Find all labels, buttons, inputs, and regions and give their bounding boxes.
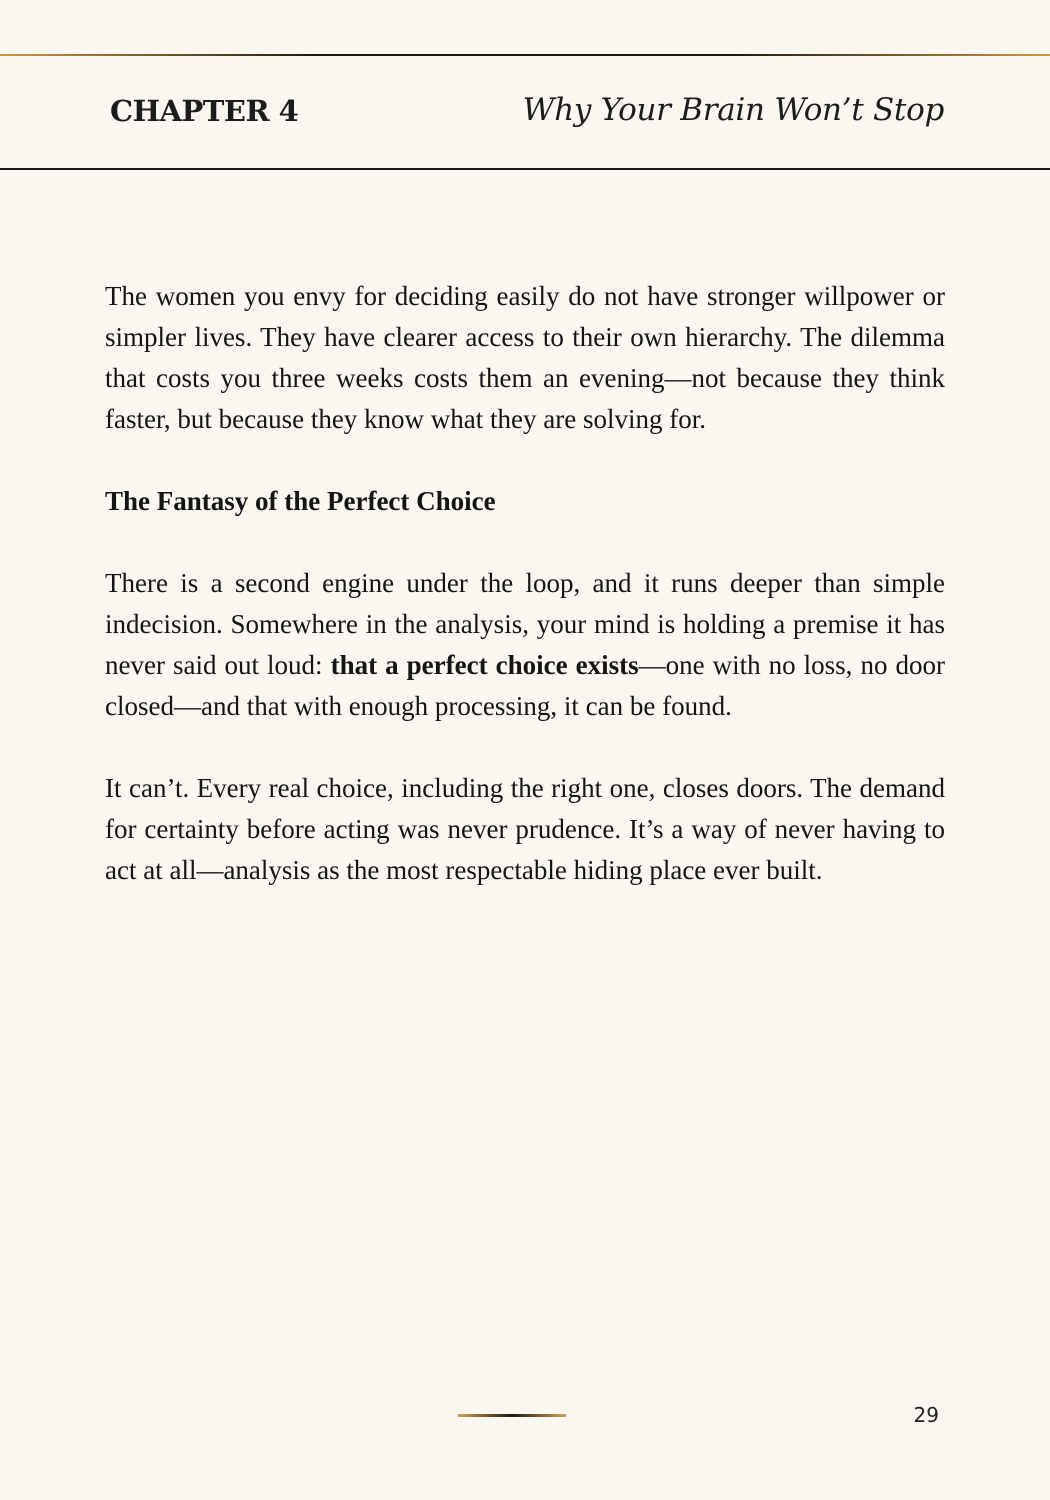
header-divider [0, 168, 1050, 170]
paragraph-2 [105, 563, 945, 727]
paragraph-3: It can’t. Every real choice, including the right one, closes doors. The demand for certainty before acting was never prudence. It’s a way of never having to act at all—analysis as the most respectable hiding place ever built. [105, 773, 945, 885]
section-heading: The Fantasy of the Perfect Choice [105, 486, 496, 516]
page-number: 29 [913, 1403, 939, 1427]
paragraph-1: The women you envy for deciding easily do not have stronger willpower or simpler lives. They have clearer access to their own hierarchy. The dilemma that costs you three weeks costs them an evening—not because they think faster, but because they know what they are solving for. [105, 281, 945, 434]
page-body [105, 276, 945, 932]
paragraph-2-tail: —one with no loss, no door closed—and that with enough processing, it can be found. [105, 650, 945, 721]
running-header [0, 56, 1050, 169]
footer-ornament-rule [458, 1414, 566, 1417]
chapter-label: CHAPTER 4 [110, 94, 299, 128]
chapter-title: Why Your Brain Won’t Stop [522, 92, 944, 128]
paragraph-2-lead: There is a second engine under the loop, and it runs deeper than simple indecision. Somewhere in the analysis, your mind is holding a premise it has never said out loud: [105, 568, 945, 680]
paragraph-2-emphasis: that a perfect choice exists [330, 650, 639, 680]
